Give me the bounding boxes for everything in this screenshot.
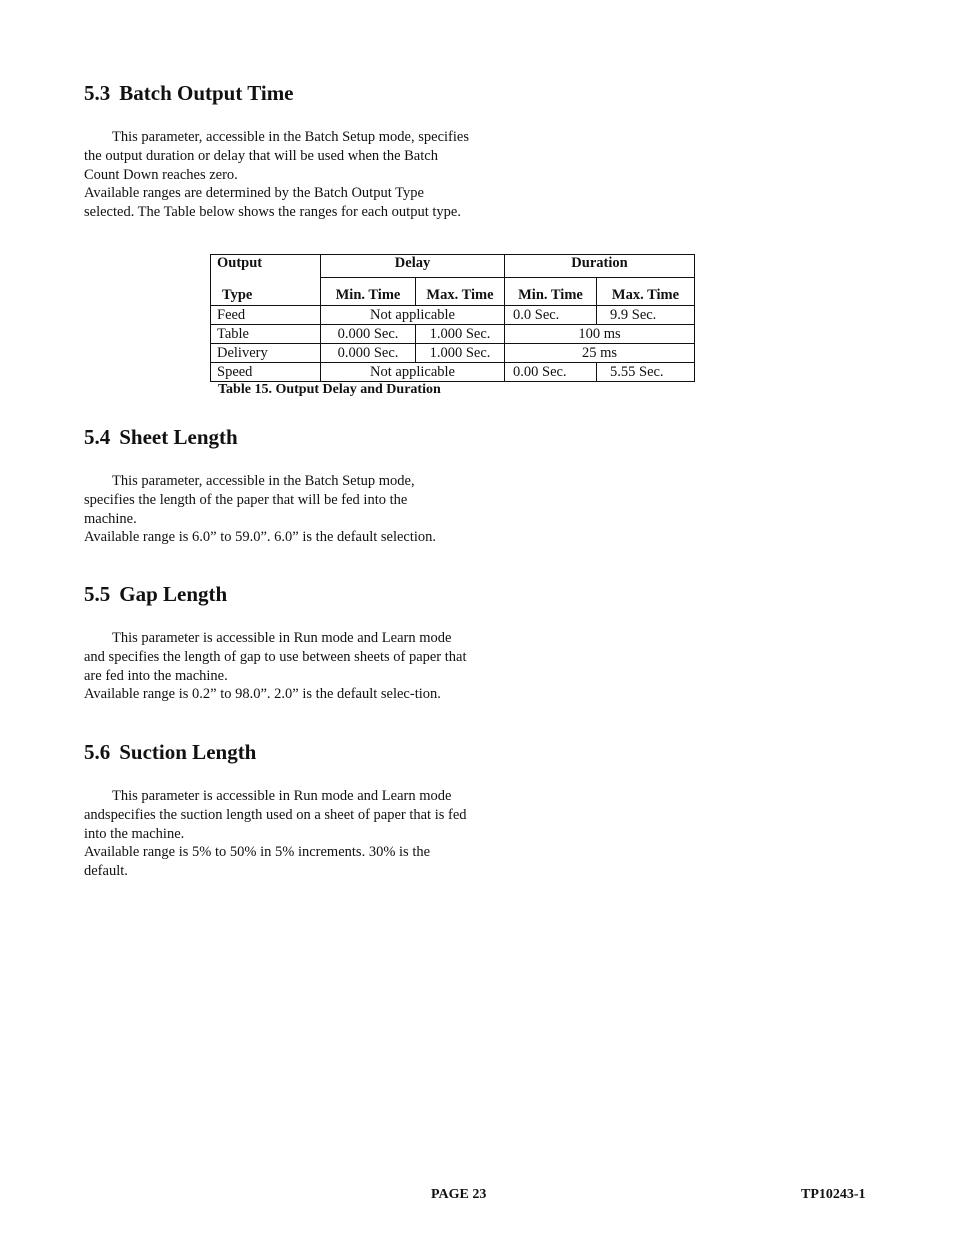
paragraph: This parameter, accessible in the Batch Setup mode, specifies the output duration or delay that will be used when the Batch Count Down reaches zero. — [84, 129, 469, 183]
paragraph: This parameter, accessible in the Batch Setup mode, specifies the length of the paper that will be fed into the machine. — [84, 473, 415, 527]
table-subheader-row — [211, 278, 695, 306]
cell-delay: Not applicable — [321, 363, 505, 382]
table-row — [211, 363, 695, 382]
document-id: TP10243-1 — [801, 1187, 866, 1202]
section-5-5 — [84, 581, 469, 704]
section-title: Batch Output Time — [119, 81, 294, 105]
header-duration-max: Max. Time — [597, 278, 695, 306]
paragraph: This parameter is accessible in Run mode and Learn mode and specifies the length of gap to use between sheets of paper that are fed into the machine. — [84, 630, 467, 684]
header-output: Output — [211, 255, 321, 278]
section-5-3 — [84, 80, 469, 222]
cell-type: Feed — [211, 306, 321, 325]
paragraph: Available range is 6.0” to 59.0”. 6.0” is the default selection. — [84, 529, 437, 546]
header-delay-max: Max. Time — [416, 278, 505, 306]
header-delay-min: Min. Time — [321, 278, 416, 306]
cell-duration-max: 5.55 Sec. — [597, 363, 695, 382]
header-duration: Duration — [505, 255, 695, 278]
section-heading — [84, 424, 469, 450]
output-delay-duration-table — [210, 254, 695, 382]
paragraph: Available range is 0.2” to 98.0”. 2.0” is the default selec-tion. — [84, 686, 441, 703]
section-number: 5.6 — [84, 740, 111, 764]
section-number: 5.4 — [84, 425, 111, 449]
cell-delay-max: 1.000 Sec. — [416, 325, 505, 344]
cell-delay-max: 1.000 Sec. — [416, 344, 505, 363]
section-body — [84, 472, 449, 547]
cell-type: Delivery — [211, 344, 321, 363]
cell-type: Table — [211, 325, 321, 344]
cell-delay: Not applicable — [321, 306, 505, 325]
table-row — [211, 325, 695, 344]
table-row — [211, 306, 695, 325]
cell-delay-min: 0.000 Sec. — [321, 325, 416, 344]
section-title: Gap Length — [119, 582, 228, 606]
table-caption: Table 15. Output Delay and Duration — [218, 382, 441, 397]
section-heading — [84, 80, 469, 106]
cell-delay-min: 0.000 Sec. — [321, 344, 416, 363]
output-delay-duration-table-block — [210, 254, 694, 398]
section-title: Suction Length — [119, 740, 257, 764]
paragraph: Available ranges are determined by the Batch Output Type selected. The Table below shows the ranges for each output type. — [84, 185, 461, 221]
header-type: Type — [211, 278, 321, 306]
cell-duration-max: 9.9 Sec. — [597, 306, 695, 325]
section-body — [84, 128, 469, 222]
section-heading — [84, 581, 469, 607]
paragraph: Available range is 5% to 50% in 5% increments. 30% is the default. — [84, 844, 431, 880]
table-header-row — [211, 255, 695, 278]
cell-duration: 100 ms — [505, 325, 695, 344]
table-row — [211, 344, 695, 363]
section-heading — [84, 739, 469, 765]
section-number: 5.5 — [84, 582, 111, 606]
section-title: Sheet Length — [119, 425, 238, 449]
header-delay: Delay — [321, 255, 505, 278]
section-body — [84, 629, 469, 704]
paragraph: This parameter is accessible in Run mode and Learn mode andspecifies the suction length used on a sheet of paper that is fed into the machine. — [84, 788, 467, 842]
header-duration-min: Min. Time — [505, 278, 597, 306]
section-number: 5.3 — [84, 81, 111, 105]
cell-duration-min: 0.0 Sec. — [505, 306, 597, 325]
section-body — [84, 787, 469, 881]
page-number: PAGE 23 — [431, 1187, 487, 1202]
section-5-6 — [84, 739, 469, 881]
cell-duration-min: 0.00 Sec. — [505, 363, 597, 382]
cell-duration: 25 ms — [505, 344, 695, 363]
cell-type: Speed — [211, 363, 321, 382]
section-5-4 — [84, 424, 469, 547]
